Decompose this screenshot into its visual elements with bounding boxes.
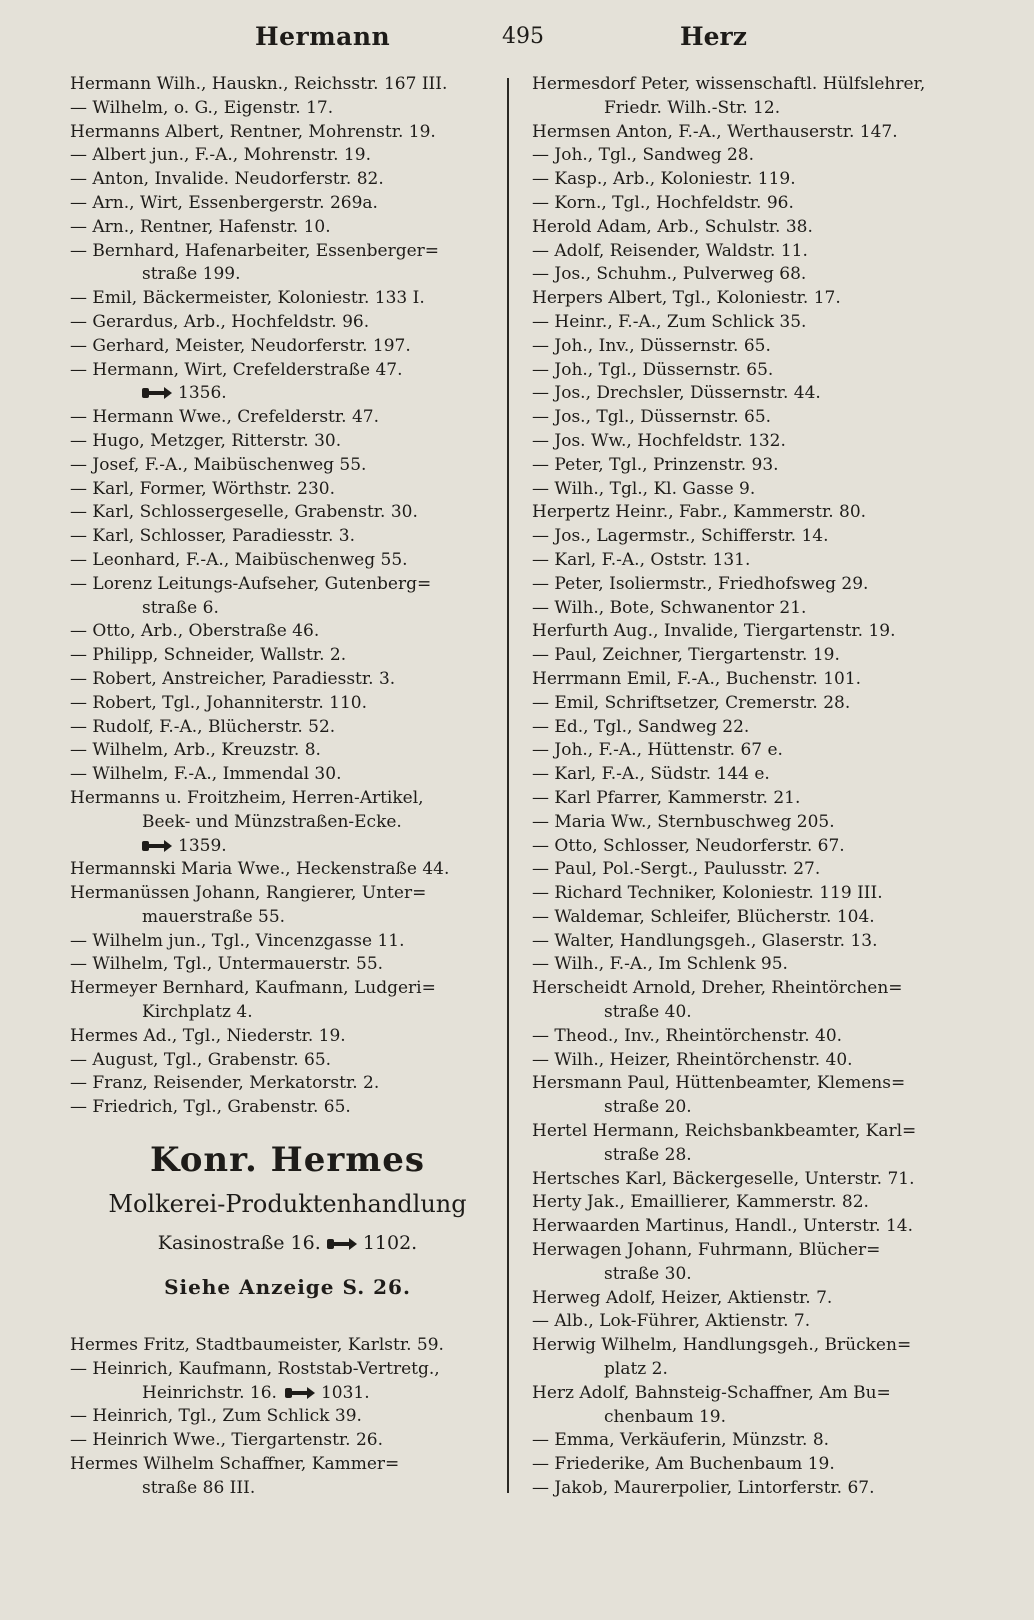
entry-text: — Hermann Wwe., Crefelderstr. 47. bbox=[70, 407, 379, 428]
entry-text: Hersmann Paul, Hüttenbeamter, Klemens= bbox=[532, 1073, 906, 1094]
entry-text: Hermeyer Bernhard, Kaufmann, Ludgeri= bbox=[70, 978, 436, 999]
entry-text: Hermes Fritz, Stadtbaumeister, Karlstr. 59. bbox=[70, 1335, 444, 1356]
entry-text: — Gerhard, Meister, Neudorferstr. 197. bbox=[70, 335, 411, 356]
directory-entry bbox=[70, 1405, 505, 1429]
directory-entry bbox=[70, 787, 505, 811]
entry-text: — Heinrich Wwe., Tiergartenstr. 26. bbox=[70, 1430, 384, 1451]
entry-text: — Robert, Tgl., Johanniterstr. 110. bbox=[70, 692, 367, 713]
entry-text: — Emil, Bäckermeister, Koloniestr. 133 I. bbox=[70, 288, 425, 309]
directory-entry bbox=[532, 882, 972, 906]
directory-entry bbox=[70, 858, 505, 882]
entry-text: — Karl, Schlossergeselle, Grabenstr. 30. bbox=[70, 502, 418, 523]
entry-text: — August, Tgl., Grabenstr. 65. bbox=[70, 1049, 332, 1070]
entry-text: Hermanns u. Froitzheim, Herren-Artikel, bbox=[70, 787, 424, 808]
directory-entry bbox=[70, 359, 505, 383]
entry-text: — Walter, Handlungsgeh., Glaserstr. 13. bbox=[532, 930, 878, 951]
directory-entry bbox=[70, 953, 505, 977]
entry-text: Herpers Albert, Tgl., Koloniestr. 17. bbox=[532, 288, 841, 309]
entry-text: straße 6. bbox=[142, 597, 219, 618]
entry-text: — Friederike, Am Buchenbaum 19. bbox=[532, 1454, 835, 1475]
entry-text: — Wilhelm jun., Tgl., Vincenzgasse 11. bbox=[70, 930, 405, 951]
entry-text: — Albert jun., F.-A., Mohrenstr. 19. bbox=[70, 145, 371, 166]
entry-text: — Leonhard, F.-A., Maibüschenweg 55. bbox=[70, 549, 408, 570]
telephone-icon bbox=[142, 387, 172, 399]
entry-text: Hermannski Maria Wwe., Heckenstraße 44. bbox=[70, 859, 450, 880]
entry-text: Kirchplatz 4. bbox=[142, 1002, 253, 1023]
directory-entry bbox=[532, 597, 972, 621]
ad-see-reference: Siehe Anzeige S. 26. bbox=[164, 1275, 411, 1300]
running-header bbox=[0, 22, 1034, 62]
directory-entry bbox=[532, 1334, 972, 1358]
left-column bbox=[70, 73, 505, 1501]
directory-entry bbox=[532, 263, 972, 287]
directory-entry bbox=[532, 168, 972, 192]
directory-entry bbox=[70, 549, 505, 573]
directory-entry bbox=[70, 930, 505, 954]
entry-text: platz 2. bbox=[604, 1359, 668, 1380]
entry-text: — Emil, Schriftsetzer, Cremerstr. 28. bbox=[532, 692, 851, 713]
directory-entry bbox=[532, 953, 972, 977]
entry-text: 1359. bbox=[178, 835, 227, 856]
header-right-name: Herz bbox=[680, 22, 747, 51]
entry-text: — Adolf, Reisender, Waldstr. 11. bbox=[532, 240, 808, 261]
directory-entry bbox=[532, 1049, 972, 1073]
entry-text: — Wilh., Tgl., Kl. Gasse 9. bbox=[532, 478, 756, 499]
entry-text: — Karl, F.-A., Südstr. 144 e. bbox=[532, 764, 770, 785]
entry-continuation bbox=[70, 263, 505, 287]
directory-entry bbox=[70, 1096, 505, 1120]
entry-text: Herty Jak., Emaillierer, Kammerstr. 82. bbox=[532, 1192, 869, 1213]
entry-text: straße 40. bbox=[604, 1002, 692, 1023]
directory-entry bbox=[532, 192, 972, 216]
directory-entry bbox=[70, 501, 505, 525]
entry-text: — Karl, Former, Wörthstr. 230. bbox=[70, 478, 336, 499]
entry-text: — Anton, Invalide. Neudorferstr. 82. bbox=[70, 169, 384, 190]
entry-continuation bbox=[70, 1001, 505, 1025]
entry-continuation bbox=[532, 1001, 972, 1025]
entry-text: — Theod., Inv., Rheintörchenstr. 40. bbox=[532, 1025, 843, 1046]
entry-text: Herfurth Aug., Invalide, Tiergartenstr. 19. bbox=[532, 621, 896, 642]
entry-text: — Heinr., F.-A., Zum Schlick 35. bbox=[532, 311, 807, 332]
entry-text: Hermanüssen Johann, Rangierer, Unter= bbox=[70, 883, 427, 904]
entry-text: — Arn., Wirt, Essenbergerstr. 269a. bbox=[70, 192, 378, 213]
entry-text: — Rudolf, F.-A., Blücherstr. 52. bbox=[70, 716, 336, 737]
entry-text: — Karl Pfarrer, Kammerstr. 21. bbox=[532, 787, 801, 808]
directory-entry bbox=[70, 739, 505, 763]
entry-text: — Paul, Pol.-Sergt., Paulusstr. 27. bbox=[532, 859, 821, 880]
entry-text: straße 199. bbox=[142, 264, 241, 285]
directory-entry bbox=[532, 811, 972, 835]
directory-entry bbox=[532, 763, 972, 787]
directory-entry bbox=[532, 858, 972, 882]
directory-entry bbox=[532, 739, 972, 763]
entry-text: Hermann Wilh., Hauskn., Reichsstr. 167 III. bbox=[70, 74, 448, 94]
entry-text: Hertsches Karl, Bäckergeselle, Unterstr. 71. bbox=[532, 1168, 915, 1189]
entry-continuation bbox=[70, 1382, 505, 1406]
entry-continuation bbox=[70, 835, 505, 859]
entry-text: Hertel Hermann, Reichsbankbeamter, Karl= bbox=[532, 1121, 917, 1142]
entry-text: Hermes Wilhelm Schaffner, Kammer= bbox=[70, 1454, 400, 1475]
directory-entry bbox=[532, 240, 972, 264]
directory-entry bbox=[532, 359, 972, 383]
entry-text: 1356. bbox=[178, 383, 227, 404]
directory-entry bbox=[532, 501, 972, 525]
directory-entry bbox=[532, 1191, 972, 1215]
entry-text: straße 28. bbox=[604, 1144, 692, 1165]
entry-text: — Otto, Arb., Oberstraße 46. bbox=[70, 621, 320, 642]
directory-entry bbox=[70, 573, 505, 597]
entry-text: — Joh., Tgl., Sandweg 28. bbox=[532, 145, 755, 166]
directory-entry bbox=[70, 716, 505, 740]
entry-text: Hermesdorf Peter, wissenschaftl. Hülfslehrer, bbox=[532, 74, 926, 94]
directory-entry bbox=[70, 1049, 505, 1073]
directory-entry bbox=[532, 406, 972, 430]
directory-entry bbox=[70, 644, 505, 668]
directory-entry bbox=[532, 311, 972, 335]
ad-subtitle: Molkerei-Produktenhandlung bbox=[108, 1190, 467, 1219]
directory-entry bbox=[532, 573, 972, 597]
entry-continuation bbox=[70, 811, 505, 835]
directory-entry bbox=[532, 73, 972, 97]
entry-text: — Gerardus, Arb., Hochfeldstr. 96. bbox=[70, 311, 370, 332]
directory-entry bbox=[70, 1358, 505, 1382]
entry-text: Hermes Ad., Tgl., Niederstr. 19. bbox=[70, 1025, 346, 1046]
entry-text: — Bernhard, Hafenarbeiter, Essenberger= bbox=[70, 240, 440, 261]
entry-text: chenbaum 19. bbox=[604, 1406, 727, 1427]
directory-entry bbox=[70, 977, 505, 1001]
entry-continuation bbox=[532, 1144, 972, 1168]
entry-text: — Karl, Schlosser, Paradiesstr. 3. bbox=[70, 526, 355, 547]
entry-text: — Wilh., Heizer, Rheintörchenstr. 40. bbox=[532, 1049, 853, 1070]
directory-entry bbox=[532, 478, 972, 502]
entry-text: straße 20. bbox=[604, 1097, 692, 1118]
entry-text: — Alb., Lok-Führer, Aktienstr. 7. bbox=[532, 1311, 811, 1332]
entry-text: — Joh., F.-A., Hüttenstr. 67 e. bbox=[532, 740, 783, 761]
directory-entry bbox=[532, 1025, 972, 1049]
directory-entry bbox=[532, 1310, 972, 1334]
directory-entry bbox=[532, 692, 972, 716]
entry-text: — Jos. Ww., Hochfeldstr. 132. bbox=[532, 430, 786, 451]
directory-entry bbox=[532, 1453, 972, 1477]
advertisement bbox=[70, 1120, 505, 1334]
entry-text: — Paul, Zeichner, Tiergartenstr. 19. bbox=[532, 645, 840, 666]
entry-continuation bbox=[532, 1358, 972, 1382]
entry-text: — Heinrich, Kaufmann, Roststab-Vertretg., bbox=[70, 1358, 440, 1379]
entry-text: Herold Adam, Arb., Schulstr. 38. bbox=[532, 216, 813, 237]
entry-continuation bbox=[70, 906, 505, 930]
directory-entry bbox=[70, 240, 505, 264]
entry-text: Herwaarden Martinus, Handl., Unterstr. 14. bbox=[532, 1216, 914, 1237]
entry-text: Herz Adolf, Bahnsteig-Schaffner, Am Bu= bbox=[532, 1382, 891, 1403]
entry-text: — Wilh., F.-A., Im Schlenk 95. bbox=[532, 954, 788, 975]
entry-text: — Richard Techniker, Koloniestr. 119 III. bbox=[532, 883, 883, 904]
entry-text: — Philipp, Schneider, Wallstr. 2. bbox=[70, 645, 347, 666]
directory-entry bbox=[70, 73, 505, 97]
entry-continuation bbox=[70, 597, 505, 621]
directory-entry bbox=[70, 692, 505, 716]
directory-entry bbox=[70, 168, 505, 192]
entry-text: — Ed., Tgl., Sandweg 22. bbox=[532, 716, 750, 737]
directory-entry bbox=[532, 930, 972, 954]
entry-text: — Otto, Schlosser, Neudorferstr. 67. bbox=[532, 835, 845, 856]
directory-entry bbox=[532, 1287, 972, 1311]
directory-entry bbox=[70, 620, 505, 644]
entry-text: — Lorenz Leitungs-Aufseher, Gutenberg= bbox=[70, 573, 432, 594]
entry-phone: 1031. bbox=[320, 1382, 370, 1403]
directory-entry bbox=[70, 454, 505, 478]
directory-entry bbox=[532, 620, 972, 644]
entry-text: — Heinrich, Tgl., Zum Schlick 39. bbox=[70, 1406, 362, 1427]
directory-entry bbox=[532, 1215, 972, 1239]
telephone-icon bbox=[142, 840, 172, 852]
entry-text: Beek- und Münzstraßen-Ecke. bbox=[142, 811, 402, 832]
entry-text: Heinrichstr. 16. bbox=[142, 1382, 277, 1403]
entry-continuation bbox=[70, 382, 505, 406]
entry-text: Hermanns Albert, Rentner, Mohrenstr. 19. bbox=[70, 121, 436, 142]
ad-title: Konr. Hermes bbox=[149, 1140, 426, 1181]
entry-text: — Hermann, Wirt, Crefelderstraße 47. bbox=[70, 359, 403, 380]
directory-entry bbox=[532, 716, 972, 740]
directory-entry bbox=[70, 763, 505, 787]
ad-address-line bbox=[70, 1224, 505, 1262]
entry-text: — Peter, Isoliermstr., Friedhofsweg 29. bbox=[532, 573, 869, 594]
page-number: 495 bbox=[502, 24, 544, 49]
entry-text: — Jos., Drechsler, Düssernstr. 44. bbox=[532, 383, 821, 404]
entry-text: — Wilhelm, Tgl., Untermauerstr. 55. bbox=[70, 954, 384, 975]
directory-entry bbox=[70, 882, 505, 906]
entry-text: — Friedrich, Tgl., Grabenstr. 65. bbox=[70, 1097, 351, 1118]
entry-text: Herrmann Emil, F.-A., Buchenstr. 101. bbox=[532, 668, 862, 689]
entry-text: Herscheidt Arnold, Dreher, Rheintörchen= bbox=[532, 978, 903, 999]
directory-entry bbox=[70, 430, 505, 454]
directory-entry bbox=[70, 97, 505, 121]
directory-entry bbox=[70, 1453, 505, 1477]
directory-entry bbox=[70, 1025, 505, 1049]
entry-text: straße 86 III. bbox=[142, 1477, 256, 1498]
entry-continuation bbox=[532, 1406, 972, 1430]
entry-text: — Wilhelm, o. G., Eigenstr. 17. bbox=[70, 97, 334, 118]
entry-text: — Franz, Reisender, Merkatorstr. 2. bbox=[70, 1073, 380, 1094]
directory-entry bbox=[70, 525, 505, 549]
directory-entry bbox=[532, 335, 972, 359]
directory-entry bbox=[532, 906, 972, 930]
directory-entry bbox=[70, 311, 505, 335]
directory-entry bbox=[532, 1120, 972, 1144]
entry-text: — Josef, F.-A., Maibüschenweg 55. bbox=[70, 454, 367, 475]
entry-text: — Wilhelm, F.-A., Immendal 30. bbox=[70, 764, 342, 785]
entry-text: Herweg Adolf, Heizer, Aktienstr. 7. bbox=[532, 1287, 833, 1308]
entry-text: — Maria Ww., Sternbuschweg 205. bbox=[532, 811, 835, 832]
entry-text: Friedr. Wilh.-Str. 12. bbox=[604, 97, 781, 118]
directory-entry bbox=[532, 144, 972, 168]
directory-entry bbox=[70, 121, 505, 145]
entry-text: — Robert, Anstreicher, Paradiesstr. 3. bbox=[70, 668, 396, 689]
directory-entry bbox=[532, 1168, 972, 1192]
directory-entry bbox=[70, 478, 505, 502]
directory-entry bbox=[532, 1072, 972, 1096]
entry-continuation bbox=[532, 1096, 972, 1120]
entry-text: Herwig Wilhelm, Handlungsgeh., Brücken= bbox=[532, 1335, 912, 1356]
directory-entry bbox=[532, 1382, 972, 1406]
directory-entry bbox=[532, 287, 972, 311]
entry-text: Herwagen Johann, Fuhrmann, Blücher= bbox=[532, 1240, 881, 1261]
entry-text: Hermsen Anton, F.-A., Werthauserstr. 147. bbox=[532, 121, 898, 142]
column-divider bbox=[507, 78, 509, 1493]
entry-text: — Jos., Tgl., Düssernstr. 65. bbox=[532, 407, 772, 428]
telephone-icon bbox=[285, 1387, 315, 1399]
directory-entry bbox=[70, 144, 505, 168]
directory-entry bbox=[532, 454, 972, 478]
entry-text: — Wilhelm, Arb., Kreuzstr. 8. bbox=[70, 740, 321, 761]
ad-address: Kasinostraße 16. bbox=[157, 1232, 321, 1255]
entry-text: — Peter, Tgl., Prinzenstr. 93. bbox=[532, 454, 779, 475]
directory-entry bbox=[532, 1429, 972, 1453]
directory-entry bbox=[532, 787, 972, 811]
directory-entry bbox=[532, 835, 972, 859]
directory-entry bbox=[532, 1239, 972, 1263]
entry-text: — Joh., Tgl., Düssernstr. 65. bbox=[532, 359, 774, 380]
entry-text: — Karl, F.-A., Oststr. 131. bbox=[532, 549, 751, 570]
entry-text: mauerstraße 55. bbox=[142, 906, 286, 927]
entry-text: — Jos., Lagermstr., Schifferstr. 14. bbox=[532, 526, 829, 547]
directory-entry bbox=[70, 1334, 505, 1358]
directory-entry bbox=[532, 668, 972, 692]
directory-entry bbox=[532, 121, 972, 145]
directory-entry bbox=[70, 335, 505, 359]
entry-text: — Wilh., Bote, Schwanentor 21. bbox=[532, 597, 807, 618]
ad-phone: 1102. bbox=[362, 1232, 418, 1255]
directory-entry bbox=[70, 406, 505, 430]
directory-entry bbox=[532, 525, 972, 549]
entry-text: straße 30. bbox=[604, 1263, 692, 1284]
directory-entry bbox=[532, 430, 972, 454]
entry-text: — Hugo, Metzger, Ritterstr. 30. bbox=[70, 430, 342, 451]
header-left-name: Hermann bbox=[255, 22, 391, 51]
entry-text: — Emma, Verkäuferin, Münzstr. 8. bbox=[532, 1430, 830, 1451]
entry-continuation bbox=[532, 97, 972, 121]
directory-entry bbox=[70, 668, 505, 692]
entry-text: — Kasp., Arb., Koloniestr. 119. bbox=[532, 169, 796, 190]
directory-entry bbox=[532, 977, 972, 1001]
telephone-icon bbox=[327, 1238, 357, 1250]
directory-entry bbox=[70, 192, 505, 216]
entry-text: — Joh., Inv., Düssernstr. 65. bbox=[532, 335, 771, 356]
entry-text: — Waldemar, Schleifer, Blücherstr. 104. bbox=[532, 906, 875, 927]
entry-text: — Korn., Tgl., Hochfeldstr. 96. bbox=[532, 192, 794, 213]
entry-text: Herpertz Heinr., Fabr., Kammerstr. 80. bbox=[532, 502, 867, 523]
entry-text: — Jakob, Maurerpolier, Lintorferstr. 67. bbox=[532, 1478, 875, 1499]
directory-entry bbox=[532, 644, 972, 668]
entry-text: — Arn., Rentner, Hafenstr. 10. bbox=[70, 216, 331, 237]
directory-entry bbox=[532, 382, 972, 406]
directory-entry bbox=[70, 1429, 505, 1453]
directory-entry bbox=[70, 287, 505, 311]
directory-entry bbox=[70, 1072, 505, 1096]
directory-entry bbox=[70, 216, 505, 240]
directory-entry bbox=[532, 549, 972, 573]
entry-text: — Jos., Schuhm., Pulverweg 68. bbox=[532, 264, 807, 285]
directory-entry bbox=[532, 216, 972, 240]
directory-entry bbox=[532, 1477, 972, 1501]
right-column bbox=[532, 73, 972, 1501]
entry-continuation bbox=[532, 1263, 972, 1287]
entry-continuation bbox=[70, 1477, 505, 1501]
